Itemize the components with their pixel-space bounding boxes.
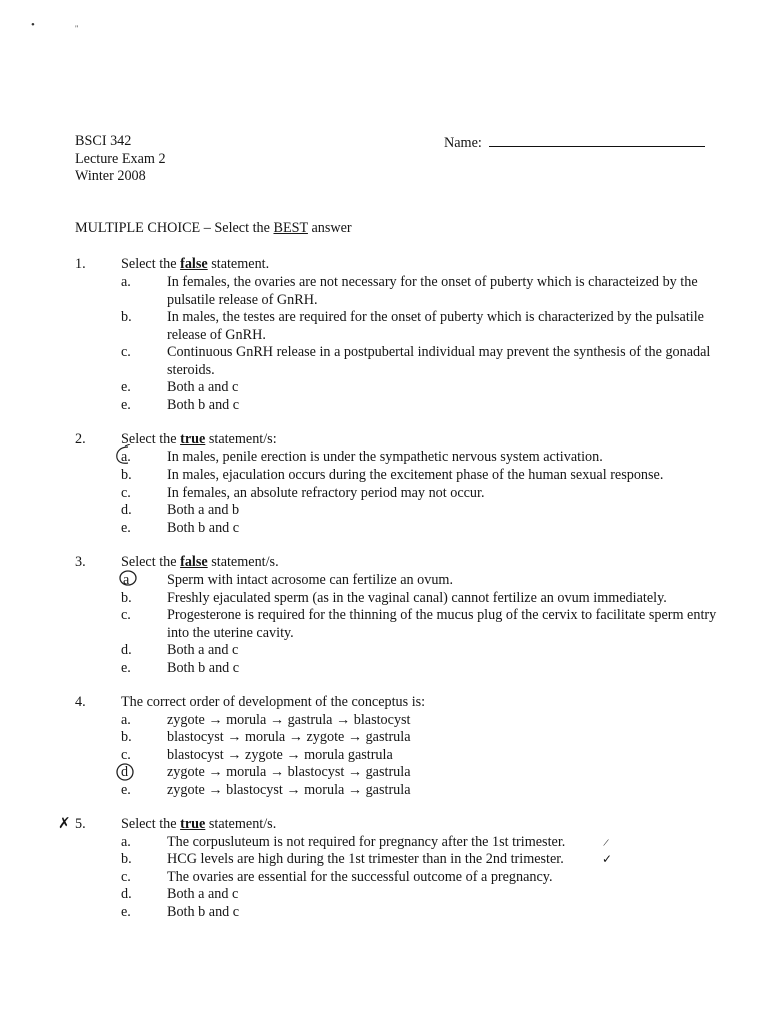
instructions-prefix: MULTIPLE CHOICE – Select the <box>75 220 274 236</box>
name-field <box>444 133 705 153</box>
option-text: Both a and c <box>167 379 239 395</box>
option-text: zygote → morula → gastrula → blastocyst <box>167 712 411 728</box>
option-letter[interactable]: c. <box>121 607 131 623</box>
question-stem <box>121 816 276 834</box>
option-letter[interactable]: a. <box>121 274 131 290</box>
instructions-suffix: answer <box>307 220 352 236</box>
stem-prefix: Select the <box>121 256 181 272</box>
handwritten-check-mark: ✓ <box>602 852 613 866</box>
exam-term: Winter 2008 <box>75 168 146 185</box>
option-text: Freshly ejaculated sperm (as in the vaginal canal) cannot fertilize an ovum immediately. <box>167 590 667 606</box>
question-stem <box>121 554 279 572</box>
question-number: 4. <box>75 694 86 710</box>
option-text: Both a and c <box>167 886 239 902</box>
option-letter[interactable]: a. <box>121 712 131 728</box>
option-letter[interactable]: b. <box>121 729 132 745</box>
option-text: zygote → blastocyst → morula → gastrula <box>167 782 411 798</box>
option-text: Both b and c <box>167 904 240 920</box>
option-text: Both b and c <box>167 660 240 676</box>
name-blank[interactable] <box>489 133 705 147</box>
option-letter[interactable]: a. <box>121 449 131 465</box>
option-letter[interactable]: b. <box>121 467 132 483</box>
handwritten-slash-mark: / <box>602 836 610 850</box>
stem-suffix: statement/s: <box>205 431 277 447</box>
name-label: Name: <box>444 135 482 151</box>
stray-ticks: " <box>75 24 79 33</box>
option-text: In males, penile erection is under the sympathetic nervous system activation. <box>167 449 603 465</box>
option-text: Both a and c <box>167 642 239 658</box>
option-letter[interactable]: d. <box>121 886 132 902</box>
option-text: The ovaries are essential for the successful outcome of a pregnancy. <box>167 869 553 885</box>
stem-suffix: statement/s. <box>207 554 279 570</box>
instructions <box>75 220 352 238</box>
option-text: In females, an absolute refractory period may not occur. <box>167 485 485 501</box>
option-text: Both b and c <box>167 397 240 413</box>
stem-suffix: statement/s. <box>205 816 277 832</box>
stray-dot: • <box>31 19 35 31</box>
exam-header <box>75 133 166 186</box>
question-number: 2. <box>75 431 86 447</box>
option-text: Progesterone is required for the thinning of the mucus plug of the cervix to facilitate sperm entry into the uterine cavity. <box>167 607 717 641</box>
option-letter[interactable]: b. <box>121 309 132 325</box>
option-text: In males, ejaculation occurs during the excitement phase of the human sexual response. <box>167 467 664 483</box>
option-letter[interactable]: d <box>121 764 129 780</box>
option-letter[interactable]: c. <box>121 747 131 763</box>
question-stem: The correct order of development of the conceptus is: <box>121 694 426 710</box>
question-number: 1. <box>75 256 86 272</box>
scan-artifact-top <box>300 0 480 1</box>
stem-prefix: Select the <box>121 816 181 832</box>
stem-prefix: Select the <box>121 431 181 447</box>
option-letter[interactable]: c. <box>121 344 131 360</box>
option-text: Sperm with intact acrosome can fertilize an ovum. <box>167 572 454 588</box>
handwritten-x-mark: ✗ <box>58 816 71 832</box>
option-text: HCG levels are high during the 1st trimester than in the 2nd trimester. <box>167 851 564 867</box>
question-number: 3. <box>75 554 86 570</box>
option-text: blastocyst → morula → zygote → gastrula <box>167 729 411 745</box>
option-letter[interactable]: a. <box>121 834 131 850</box>
option-letter[interactable]: c. <box>121 485 131 501</box>
option-text: zygote → morula → blastocyst → gastrula <box>167 764 411 780</box>
option-text: In females, the ovaries are not necessary for the onset of puberty which is characteized by the pulsatile release of GnRH. <box>167 274 698 308</box>
stem-keyword: false <box>180 554 208 570</box>
stem-prefix: Select the <box>121 554 181 570</box>
stem-keyword: false <box>180 256 208 272</box>
option-text: Both b and c <box>167 520 240 536</box>
course-code: BSCI 342 <box>75 133 132 149</box>
question-number: 5. <box>75 816 86 832</box>
option-letter[interactable]: e. <box>121 379 131 395</box>
instructions-emphasis: BEST <box>273 220 308 236</box>
stem-suffix: statement. <box>207 256 270 272</box>
option-text: In males, the testes are required for the onset of puberty which is characterized by the pulsatile release of GnRH. <box>167 309 704 343</box>
option-text: Both a and b <box>167 502 240 518</box>
question-stem <box>121 431 277 449</box>
option-letter[interactable]: a <box>123 572 130 588</box>
option-letter[interactable]: b. <box>121 590 132 606</box>
exam-title: Lecture Exam 2 <box>75 150 166 167</box>
option-text: The corpusluteum is not required for pregnancy after the 1st trimester. <box>167 834 566 850</box>
option-letter[interactable]: d. <box>121 642 132 658</box>
option-letter[interactable]: c. <box>121 869 131 885</box>
option-text: blastocyst → zygote → morula gastrula <box>167 747 393 763</box>
stem-keyword: true <box>180 816 206 832</box>
stem-keyword: true <box>180 431 206 447</box>
option-text: Continuous GnRH release in a postpubertal individual may prevent the synthesis of the gonadal steroids. <box>167 344 711 378</box>
option-letter[interactable]: e. <box>121 782 131 798</box>
option-letter[interactable]: e. <box>121 660 131 676</box>
option-letter[interactable]: e. <box>121 904 131 920</box>
option-letter[interactable]: d. <box>121 502 132 518</box>
option-letter[interactable]: e. <box>121 520 131 536</box>
option-letter[interactable]: b. <box>121 851 132 867</box>
question-stem <box>121 256 269 274</box>
option-letter[interactable]: e. <box>121 397 131 413</box>
